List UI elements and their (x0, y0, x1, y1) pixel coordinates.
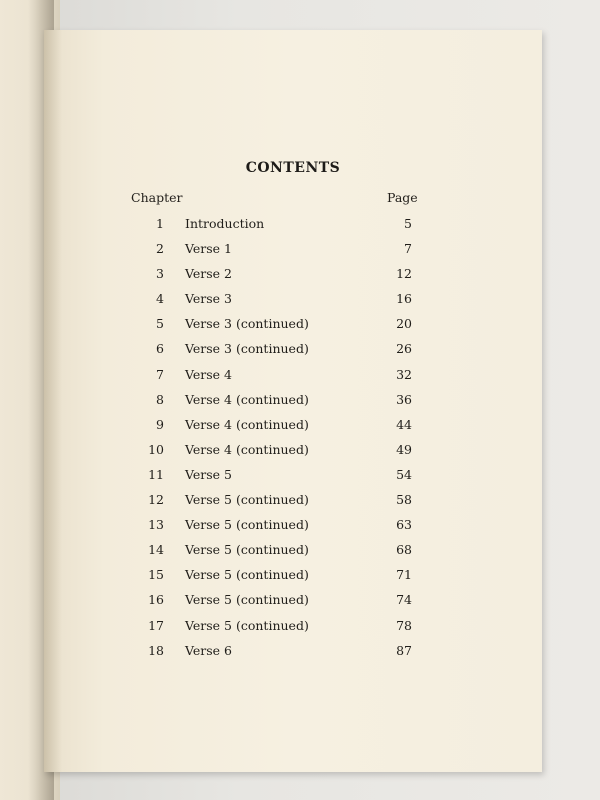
chapter-number: 10 (148, 441, 164, 457)
chapter-title: Verse 1 (185, 241, 232, 257)
page-number: 78 (396, 617, 412, 633)
toc-entry (44, 337, 542, 362)
chapter-title: Verse 3 (continued) (185, 316, 309, 332)
chapter-title: Verse 5 (continued) (185, 592, 309, 608)
chapter-number: 1 (156, 216, 164, 231)
toc-entry (44, 312, 542, 337)
toc-entry (44, 588, 542, 613)
toc-entry (44, 388, 542, 413)
chapter-number: 5 (156, 316, 164, 332)
toc-entry (44, 614, 542, 639)
chapter-title: Verse 3 (185, 291, 232, 307)
page-number: 36 (396, 391, 412, 407)
chapter-number: 2 (156, 241, 164, 257)
chapter-number: 13 (148, 517, 164, 533)
page-number: 32 (396, 366, 412, 382)
chapter-number: 18 (148, 642, 164, 658)
chapter-title: Verse 5 (continued) (185, 517, 309, 533)
chapter-number: 3 (156, 266, 164, 282)
toc-entry (44, 287, 542, 312)
chapter-title: Introduction (185, 216, 265, 231)
page-number: 58 (396, 492, 412, 508)
chapter-title: Verse 5 (continued) (185, 492, 309, 508)
page-number: 5 (404, 216, 412, 231)
toc-entry (44, 438, 542, 463)
chapter-number: 14 (148, 542, 164, 558)
chapter-number: 12 (148, 492, 164, 508)
toc-entry (44, 463, 542, 488)
toc-entry (44, 212, 542, 237)
page-number: 54 (396, 466, 412, 482)
contents-heading: CONTENTS (245, 160, 341, 176)
toc-entry (44, 639, 542, 664)
page-number: 16 (396, 291, 412, 307)
page-number: 44 (396, 416, 412, 432)
chapter-column-header: Chapter (131, 190, 183, 205)
chapter-title: Verse 5 (continued) (185, 617, 309, 633)
page-number: 12 (396, 266, 412, 282)
chapter-title: Verse 5 (continued) (185, 567, 309, 583)
chapter-number: 15 (148, 567, 164, 583)
page-number: 74 (396, 592, 412, 608)
toc-list (44, 212, 542, 664)
chapter-number: 8 (156, 391, 164, 407)
book-page (44, 30, 542, 772)
toc-entry (44, 488, 542, 513)
chapter-title: Verse 3 (continued) (185, 341, 309, 357)
toc-entry (44, 262, 542, 287)
toc-entry (44, 363, 542, 388)
chapter-number: 6 (156, 341, 164, 357)
toc-entry (44, 538, 542, 563)
toc-entry (44, 237, 542, 262)
page-number: 71 (396, 567, 412, 583)
chapter-number: 9 (156, 416, 164, 432)
chapter-title: Verse 4 (continued) (185, 441, 309, 457)
page-number: 7 (404, 241, 412, 257)
page-column-header: Page (387, 190, 418, 205)
chapter-number: 11 (148, 466, 164, 482)
chapter-number: 4 (156, 291, 164, 307)
page-number: 87 (396, 642, 412, 658)
toc-entry (44, 513, 542, 538)
page-number: 68 (396, 542, 412, 558)
toc-entry (44, 563, 542, 588)
chapter-title: Verse 5 (continued) (185, 542, 309, 558)
chapter-title: Verse 2 (185, 266, 232, 282)
chapter-title: Verse 4 (continued) (185, 391, 309, 407)
chapter-title: Verse 4 (continued) (185, 416, 309, 432)
chapter-number: 17 (148, 617, 164, 633)
chapter-title: Verse 4 (185, 366, 232, 382)
chapter-title: Verse 5 (185, 466, 232, 482)
toc-entry (44, 413, 542, 438)
page-number: 26 (396, 341, 412, 357)
chapter-number: 7 (156, 366, 164, 382)
page-number: 49 (396, 441, 412, 457)
page-number: 20 (396, 316, 412, 332)
page-number: 63 (396, 517, 412, 533)
chapter-title: Verse 6 (185, 642, 232, 658)
chapter-number: 16 (148, 592, 164, 608)
